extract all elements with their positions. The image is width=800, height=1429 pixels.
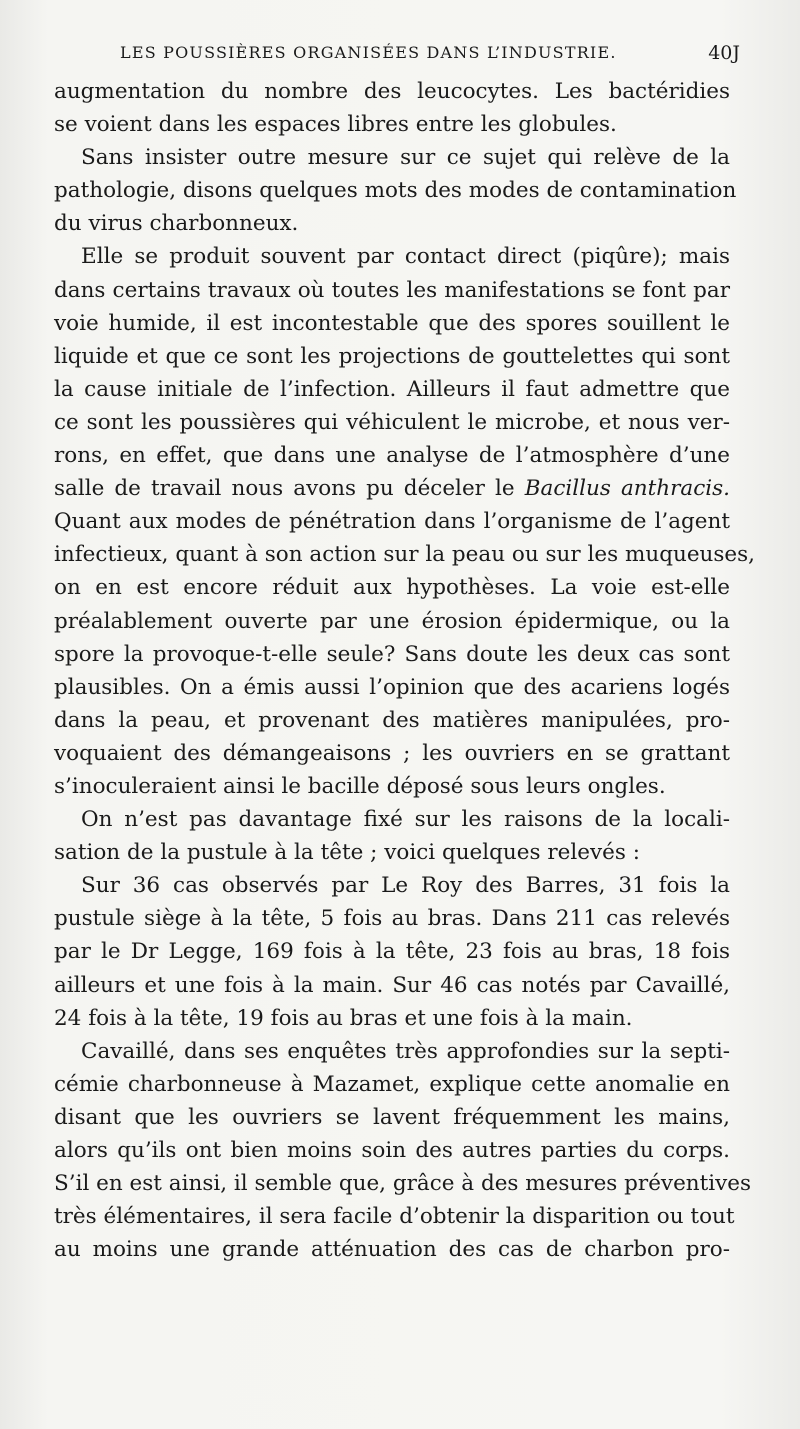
text-line: cémie charbonneuse à Mazamet, explique cette anomalie en [54, 1071, 730, 1097]
text-line-segment: salle de travail nous avons pu déceler le [54, 476, 515, 502]
text-line: augmentation du nombre des leucocytes. Les bactéridies [54, 79, 730, 104]
text-line: voquaient des démangeaisons ; les ouvriers en se grattant [54, 740, 730, 766]
text-line: Quant aux modes de pénétration dans l’organisme de l’agent [54, 509, 730, 535]
text-line: ailleurs et une fois à la main. Sur 46 cas notés par Cavaillé, [54, 972, 730, 998]
text-line: très élémentaires, il sera facile d’obtenir la disparition ou tout [54, 1204, 735, 1230]
text-line: pustule siège à la tête, 5 fois au bras. Dans 211 cas relevés [54, 906, 730, 932]
text-line: au moins une grande atténuation des cas de charbon pro- [54, 1237, 730, 1263]
text-line: 24 fois à la tête, 19 fois au bras et une fois à la main. [54, 1005, 633, 1031]
text-line: rons, en effet, que dans une analyse de l’atmosphère d’une [54, 443, 730, 469]
text-line: préalablement ouverte par une érosion épidermique, ou la [54, 608, 730, 634]
page-number: 40J [708, 42, 740, 64]
italic-term: Bacillus anthracis. [524, 476, 730, 502]
text-line [54, 472, 730, 505]
text-line: voie humide, il est incontestable que des spores souillent le [54, 310, 730, 336]
text-line: on en est encore réduit aux hypothèses. La voie est-elle [54, 575, 730, 601]
text-line: liquide et que ce sont les projections de gouttelettes qui sont [54, 343, 730, 369]
text-line: dans certains travaux où toutes les manifestations se font par [54, 277, 730, 303]
text-line: Sur 36 cas observés par Le Roy des Barres, 31 fois la [81, 873, 730, 899]
text-line: alors qu’ils ont bien moins soin des autres parties du corps. [54, 1138, 730, 1163]
text-line: spore la provoque-t-elle seule? Sans doute les deux cas sont [54, 641, 730, 667]
text-line: Elle se produit souvent par contact direct (piqûre); mais [81, 244, 730, 270]
text-line: plausibles. On a émis aussi l’opinion que des acariens logés [54, 674, 730, 700]
text-line: s’inoculeraient ainsi le bacille déposé sous leurs ongles. [54, 773, 666, 799]
text-line: sation de la pustule à la tête ; voici quelques relevés : [54, 840, 640, 866]
text-line: ce sont les poussières qui véhiculent le microbe, et nous ver- [54, 409, 730, 435]
text-line: infectieux, quant à son action sur la peau ou sur les muqueuses, [54, 542, 756, 568]
text-line: pathologie, disons quelques mots des modes de contamination [54, 178, 737, 204]
text-line: se voient dans les espaces libres entre les globules. [54, 112, 617, 138]
running-title: LES POUSSIÈRES ORGANISÉES DANS L’INDUSTRIE. [120, 43, 617, 62]
text-line: On n’est pas davantage fixé sur les raisons de la locali- [81, 807, 730, 833]
text-line: disant que les ouvriers se lavent fréquemment les mains, [54, 1104, 730, 1130]
text-line: du virus charbonneux. [54, 211, 299, 237]
text-line: Sans insister outre mesure sur ce sujet qui relève de la [81, 145, 730, 171]
running-head [120, 38, 740, 68]
text-line: S’il en est ainsi, il semble que, grâce à des mesures préventives [54, 1171, 752, 1197]
text-line: Cavaillé, dans ses enquêtes très approfondies sur la septi- [81, 1038, 730, 1064]
text-line: la cause initiale de l’infection. Ailleurs il faut admettre que [54, 376, 730, 402]
text-line: dans la peau, et provenant des matières manipulées, pro- [54, 707, 730, 733]
text-line: par le Dr Legge, 169 fois à la tête, 23 fois au bras, 18 fois [54, 939, 730, 965]
body-text [54, 75, 756, 1266]
